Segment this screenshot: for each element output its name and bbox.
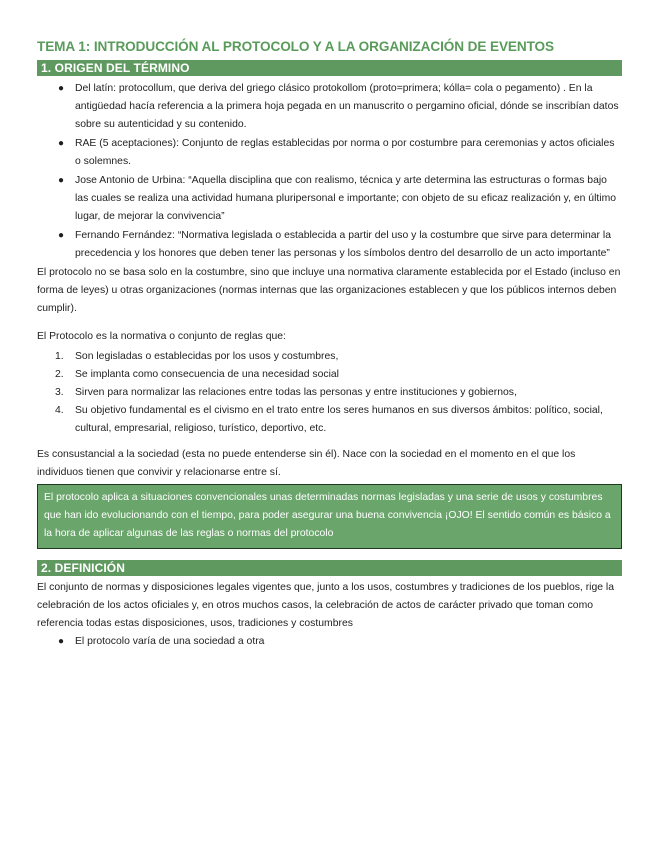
paragraph-normativa-intro: El Protocolo es la normativa o conjunto de reglas que: [37,331,286,342]
numbered-item-text: Sirven para normalizar las relaciones entre todas las personas y entre instituciones y gobiernos, [75,387,517,398]
document-title: TEMA 1: INTRODUCCIÓN AL PROTOCOLO Y A LA ORGANIZACIÓN DE EVENTOS [37,39,554,54]
paragraph-protocolo-costumbre: El protocolo no se basa solo en la costumbre, sino que incluye una normativa claramente establecida por el Estado (incluso en forma de leyes) u otras organizaciones (normas internas que las organizaciones establecen y que los públicos internos deben cumplir). [37,267,621,314]
bullet-icon: ● [58,636,65,647]
callout-box [37,484,622,549]
bullet-icon: ● [58,83,65,94]
list-item-text: Del latín: protocollum, que deriva del griego clásico protokollom (proto=primera; kólla= cola o pegamento) . En la antigüedad hacía referencia a la primera hoja pegada en un manuscrito o pergamino oficial, dónde se inscribían datos sobre su autenticidad y su contenido. [75,83,619,130]
item-number: 4. [55,405,64,416]
normativa-numbered-list [37,348,622,438]
bullet-icon: ● [58,138,65,149]
section-heading-origen: 1. ORIGEN DEL TÉRMINO [37,60,622,76]
item-number: 1. [55,351,64,362]
list-item [37,80,622,134]
spacer [37,318,622,328]
item-number: 3. [55,387,64,398]
bullet-icon: ● [58,175,65,186]
document-page [37,38,622,652]
bullet-icon: ● [58,230,65,241]
section-heading-definicion: 2. DEFINICIÓN [37,560,622,576]
numbered-item [37,366,622,384]
numbered-item [37,348,622,366]
definicion-section [37,560,622,651]
list-item-text: Jose Antonio de Urbina: “Aquella disciplina que con realismo, técnica y arte determina las estructuras o formas bajo las cuales se realiza una actividad humana pluripersonal e importante; con objeto de su eficaz realización y, en último lugar, de mejorar la convivencia” [75,175,617,222]
paragraph-definicion: El conjunto de normas y disposiciones legales vigentes que, junto a los usos, costumbres y tradiciones de los pueblos, rige la celebración de los actos oficiales y, en otros muchos casos, la celebración de actos de carácter privado que toman como referencia todas estas disposiciones, usos, tradiciones y costumbres [37,582,615,629]
list-item-text: RAE (5 aceptaciones): Conjunto de reglas establecidas por norma o por costumbre para ceremonias y actos oficiales o solemnes. [75,138,615,167]
item-number: 2. [55,369,64,380]
list-item-text: El protocolo varía de una sociedad a otra [75,636,265,647]
list-item [37,633,622,651]
numbered-item [37,384,622,402]
paragraph-consustancial: Es consustancial a la sociedad (esta no puede entenderse sin él). Nace con la sociedad en el momento en el que los individuos tienen que convivir y relacionarse entre sí. [37,449,576,478]
list-item [37,135,622,171]
callout-text: El protocolo aplica a situaciones convencionales unas determinadas normas legisladas y una serie de usos y costumbres que han ido evolucionando con el tiempo, para poder asegurar una buena convivencia ¡OJO! El sentido común es básico a la hora de aplicar algunas de las reglas o normas del protocolo [44,492,611,539]
numbered-item-text: Su objetivo fundamental es el civismo en el trato entre los seres humanos en sus diversos ámbitos: político, social, cultural, empresarial, religioso, turístico, deportivo, etc. [75,405,603,434]
numbered-item [37,402,622,438]
list-item [37,227,622,263]
list-item-text: Fernando Fernández: “Normativa legislada o establecida a partir del uso y la costumbre que sirve para determinar la precedencia y los honores que deben tener las personas y los símbolos dentro del desarrollo de un acto importante” [75,230,611,259]
numbered-item-text: Son legisladas o establecidas por los usos y costumbres, [75,351,339,362]
spacer [37,438,622,446]
list-item [37,172,622,226]
origen-bullet-list [37,80,622,263]
numbered-item-text: Se implanta como consecuencia de una necesidad social [75,369,339,380]
definicion-bullet-list [37,633,622,651]
